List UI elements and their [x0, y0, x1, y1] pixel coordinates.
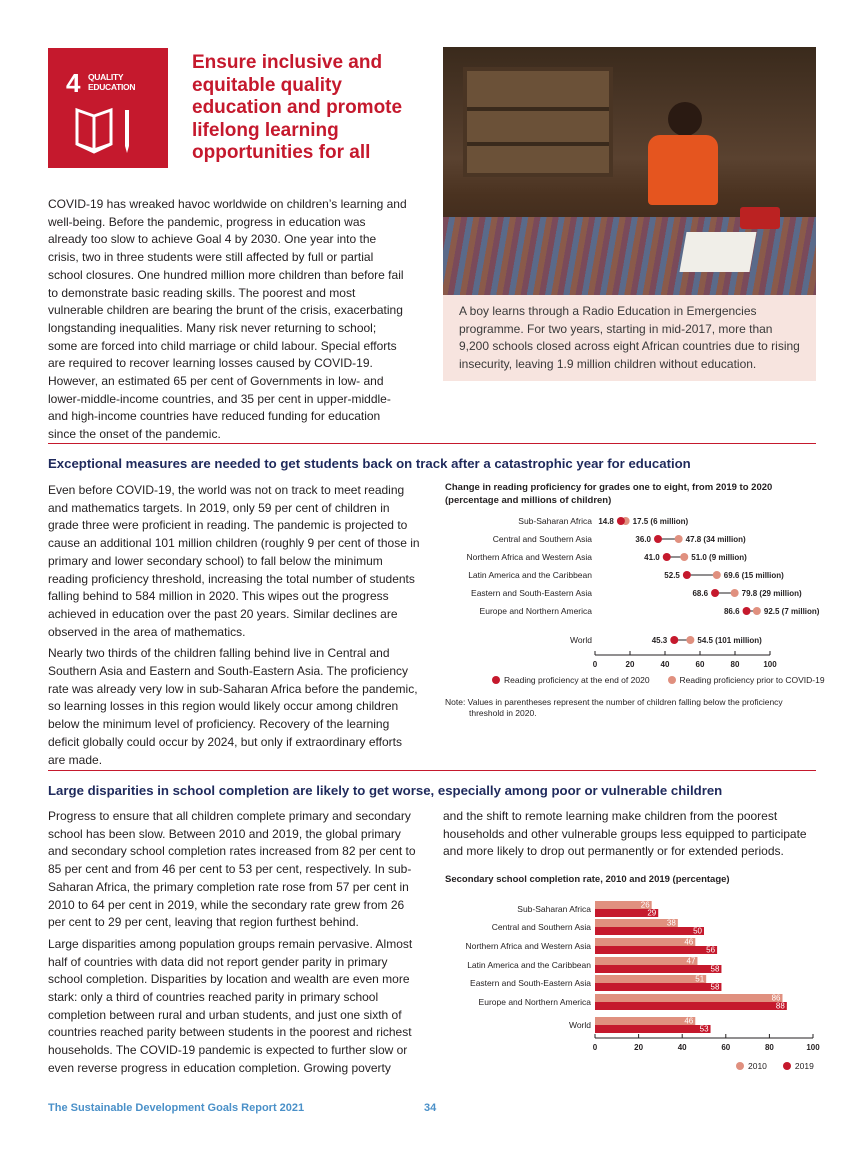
- shelf: [467, 142, 609, 146]
- point-end-2020: [711, 589, 719, 597]
- section-divider: [48, 443, 816, 444]
- x-tick-label: 100: [763, 660, 777, 669]
- value-label-2020: 68.6: [692, 589, 709, 598]
- page-number: 34: [424, 1102, 437, 1114]
- x-tick-label: 80: [764, 1043, 774, 1052]
- value-label-2010: 86: [771, 993, 781, 1003]
- category-label: Eastern and South-Eastern Asia: [471, 588, 592, 598]
- value-label-prior: 17.5 (6 million): [632, 517, 689, 526]
- point-prior-covid: [731, 589, 739, 597]
- legend-label: Reading proficiency at the end of 2020: [504, 675, 650, 685]
- logo-number: 4: [66, 68, 81, 98]
- section2-heading: Large disparities in school completion are likely to get worse, especially among poor or vulnerable children: [48, 783, 723, 798]
- bar-2019: [595, 927, 704, 935]
- x-tick-label: 80: [730, 660, 740, 669]
- value-label-2019: 88: [775, 1001, 785, 1011]
- legend-dot-2019: [783, 1062, 791, 1070]
- point-end-2020: [743, 607, 751, 615]
- x-tick-label: 40: [677, 1043, 687, 1052]
- category-label: World: [568, 1020, 591, 1030]
- category-label: Europe and Northern America: [479, 606, 592, 616]
- x-tick-label: 40: [660, 660, 670, 669]
- x-tick-label: 100: [806, 1043, 820, 1052]
- category-label: Central and Southern Asia: [492, 534, 592, 544]
- point-prior-covid: [753, 607, 761, 615]
- legend-label: Reading proficiency prior to COVID-19: [679, 675, 825, 685]
- goal-title: Ensure inclusive and equitable quality education and promote lifelong learning opportunities for all: [192, 52, 403, 164]
- section1-heading: Exceptional measures are needed to get students back on track after a catastrophic year for education: [48, 456, 691, 471]
- legend-label: 2019: [794, 1061, 814, 1071]
- category-label: Northern Africa and Western Asia: [465, 941, 591, 951]
- value-label-2019: 58: [710, 982, 720, 992]
- sdg-4-logo: [48, 48, 168, 168]
- radio: [740, 207, 780, 229]
- bar-2019: [595, 1025, 711, 1033]
- value-label-prior: 47.8 (34 million): [685, 535, 746, 544]
- x-tick-label: 20: [634, 1043, 644, 1052]
- value-label-2020: 86.6: [723, 607, 740, 616]
- bar-2019: [595, 946, 717, 954]
- category-label: Sub-Saharan Africa: [517, 904, 591, 914]
- value-label-2010: 46: [684, 1016, 694, 1026]
- x-tick-label: 60: [721, 1043, 731, 1052]
- paragraph: Nearly two thirds of the children falling behind live in Central and Southern Asia and Eastern and South-Eastern Asia. The proficiency rate was already very low in sub-Saharan Africa before the pandemic, so learning losses in this region would likely occur among children below the minimum level of proficiency. Recovery of the learning deficit globally could occur by 2024, but only if extraordinary efforts are made.: [48, 646, 418, 767]
- value-label-2020: 45.3: [651, 636, 668, 645]
- value-label-2010: 47: [686, 956, 696, 966]
- value-label-prior: 51.0 (9 million): [691, 553, 747, 562]
- value-label-2019: 53: [699, 1024, 709, 1034]
- bar-2019: [595, 965, 721, 973]
- value-label-2019: 58: [710, 964, 720, 974]
- point-prior-covid: [680, 553, 688, 561]
- point-prior-covid: [675, 535, 683, 543]
- x-tick-label: 0: [592, 1043, 598, 1052]
- category-label: World: [569, 635, 592, 645]
- category-label: Eastern and South-Eastern Asia: [470, 978, 591, 988]
- bookshelf: [463, 67, 613, 177]
- paragraph: Large disparities among population groups remain pervasive. Almost half of countries with data did not report gender parity in primary school completion. Disparities by location and wealth are even more stark: only a third of countries reached parity in primary school completion between rural and urban students, and just one sixth of countries reached parity between students in the poorest and richest households. The COVID-19 pandemic is expected to further slow or even reverse progress in education completion. Growing poverty: [48, 936, 413, 1075]
- value-label-prior: 92.5 (7 million): [763, 607, 820, 616]
- point-end-2020: [670, 636, 678, 644]
- category-label: Latin America and the Caribbean: [467, 960, 591, 970]
- photo-caption: A boy learns through a Radio Education in Emergencies programme. For two years, starting in mid-2017, more than 9,200 schools closed across eight African countries due to rising insecurity, leaving 1.9 million children without education.: [443, 295, 816, 381]
- value-label-prior: 79.8 (29 million): [741, 589, 802, 598]
- paragraph: Progress to ensure that all children complete primary and secondary school has been slow. Between 2010 and 2019, the global primary and secondary school completion rates increased from 82 per cent to 85 per cent and from 46 per cent to 53 per cent, respectively. In sub-Saharan Africa, the primary completion rate rose from 57 per cent in 2010 to 64 per cent in 2019, while the secondary rate grew from 26 per cent to 29 per cent, leaving that region furthest behind.: [48, 809, 416, 930]
- bar-2010: [595, 938, 695, 946]
- chart1-legend: [492, 675, 825, 685]
- logo-label-line2: EDUCATION: [88, 82, 136, 92]
- point-end-2020: [663, 553, 671, 561]
- value-label-2020: 36.0: [635, 535, 651, 544]
- category-label: Europe and Northern America: [478, 997, 591, 1007]
- bar-2010: [595, 975, 706, 983]
- completion-rate-chart: [440, 895, 840, 1055]
- notebook: [679, 232, 756, 272]
- chart2-legend: [736, 1061, 814, 1071]
- book-pencil-icon: [74, 106, 146, 156]
- x-tick-label: 0: [592, 660, 598, 669]
- category-label: Latin America and the Caribbean: [468, 570, 592, 580]
- value-label-prior: 54.5 (101 million): [697, 636, 762, 645]
- reading-proficiency-chart: [440, 510, 840, 675]
- value-label-2020: 52.5: [664, 571, 680, 580]
- chart1-note: Note: Values in parentheses represent the number of children falling below the proficiency threshold in 2020.: [445, 697, 783, 718]
- footer-report-title: The Sustainable Development Goals Report 2021: [48, 1102, 305, 1114]
- bar-2010: [595, 994, 782, 1002]
- intro-paragraph: COVID-19 has wreaked havoc worldwide on children’s learning and well-being. Before the pandemic, progress in education was already too slow to achieve Goal 4 by 2030. One year into the crisis, two in three students were still affected by full or partial school closures. One hundred million more children than before fail to demonstrate basic reading skills. The poorest and most vulnerable children are bearing the brunt of the crisis, exacerbating longstanding inequalities. Many risk never returning to school; some are forced into child marriage or child labour. Special efforts are required to recover learning losses caused by COVID-19. However, an estimated 65 per cent of Governments in low- and lower-middle-income countries, and 35 per cent in upper-middle- and high-income countries have reduced funding for education since the onset of the pandemic.: [48, 197, 407, 442]
- logo-label: [88, 72, 135, 92]
- value-label-2010: 51: [695, 974, 705, 984]
- boy-orange-shirt: [648, 135, 718, 205]
- point-end-2020: [617, 517, 625, 525]
- chart2-title: Secondary school completion rate, 2010 and 2019 (percentage): [445, 874, 730, 885]
- x-tick-label: 20: [625, 660, 635, 669]
- boy-head: [668, 102, 702, 136]
- bar-2019: [595, 983, 721, 991]
- category-label: Sub-Saharan Africa: [518, 516, 592, 526]
- value-label-2020: 41.0: [644, 553, 660, 562]
- category-label: Northern Africa and Western Asia: [466, 552, 592, 562]
- chart1-title: Change in reading proficiency for grades one to eight, from 2019 to 2020 (percentage and millions of children): [445, 482, 773, 506]
- x-tick-label: 60: [695, 660, 705, 669]
- value-label-2010: 38: [666, 918, 676, 928]
- bar-2010: [595, 1017, 695, 1025]
- legend-label: 2010: [748, 1061, 767, 1071]
- section2-right-paragraph: and the shift to remote learning make children from the poorest households and other vulnerable groups less equipped to participate and more likely to drop out permanently or for extended periods.: [443, 809, 807, 859]
- category-label: Central and Southern Asia: [491, 922, 591, 932]
- point-prior-covid: [686, 636, 694, 644]
- section2-body: [48, 808, 422, 1082]
- value-label-prior: 69.6 (15 million): [723, 571, 784, 580]
- value-label-2010: 46: [684, 937, 694, 947]
- legend-dot-2020: [492, 676, 500, 684]
- value-label-2020: 14.8: [598, 517, 614, 526]
- bar-2010: [595, 919, 678, 927]
- logo-label-line1: QUALITY: [88, 72, 124, 82]
- point-end-2020: [683, 571, 691, 579]
- value-label-2019: 29: [647, 908, 657, 918]
- value-label-2019: 56: [706, 945, 716, 955]
- shelf: [467, 107, 609, 111]
- section-divider: [48, 770, 816, 771]
- bar-2019: [595, 1002, 787, 1010]
- legend-dot-prior: [668, 676, 676, 684]
- bar-2010: [595, 957, 697, 965]
- point-end-2020: [654, 535, 662, 543]
- legend-dot-2010: [736, 1062, 744, 1070]
- point-prior-covid: [713, 571, 721, 579]
- section1-body: [48, 482, 420, 773]
- paragraph: Even before COVID-19, the world was not on track to meet reading and mathematics targets. In 2019, only 59 per cent of children in grade three were proficient in reading. The pandemic is projected to cause an additional 101 million children (roughly 9 per cent of those in primary and lower secondary school) to fall below the minimum reading proficiency threshold, increasing the total number of students falling behind to 584 million in 2020. This wipes out the progress achieved in education over the past 20 years. Similar declines are observed in the area of mathematics.: [48, 483, 420, 639]
- photo-boy-learning-radio: [443, 47, 816, 295]
- value-label-2019: 50: [693, 926, 702, 936]
- value-label-2010: 26: [640, 900, 650, 910]
